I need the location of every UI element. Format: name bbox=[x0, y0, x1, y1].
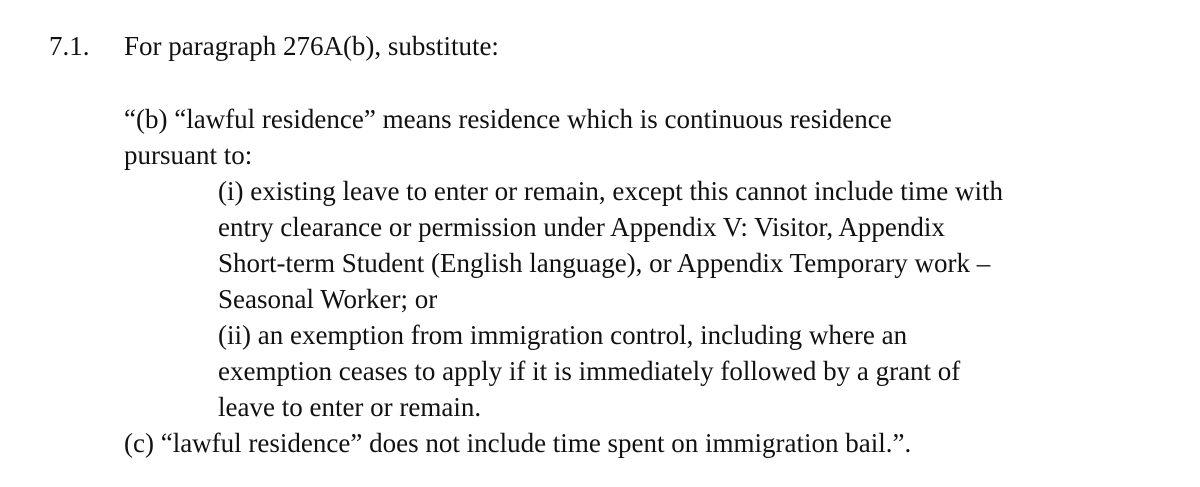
sub-item-i-line-1: (i) existing leave to enter or remain, except this cannot include time with bbox=[218, 176, 1003, 206]
sub-item-i-line-2: entry clearance or permission under Appendix V: Visitor, Appendix bbox=[218, 212, 945, 242]
sub-item-ii-line-1: (ii) an exemption from immigration control, including where an bbox=[218, 320, 908, 350]
definition-b-line-2: pursuant to: bbox=[124, 140, 253, 170]
sub-item-ii-line-2: exemption ceases to apply if it is immediately followed by a grant of bbox=[218, 356, 961, 386]
sub-item-ii-line-3: leave to enter or remain. bbox=[218, 392, 482, 422]
substituted-text-block bbox=[124, 101, 1184, 461]
definition-b-line-1: “(b) “lawful residence” means residence which is continuous residence bbox=[124, 104, 892, 134]
sub-item-i-line-3: Short-term Student (English language), or Appendix Temporary work – bbox=[218, 248, 991, 278]
clause-heading: For paragraph 276A(b), substitute: bbox=[124, 31, 499, 61]
sub-item-i-line-4: Seasonal Worker; or bbox=[218, 284, 438, 314]
definition-c-line: (c) “lawful residence” does not include time spent on immigration bail.”. bbox=[124, 428, 912, 458]
clause-number: 7.1. bbox=[49, 31, 90, 61]
